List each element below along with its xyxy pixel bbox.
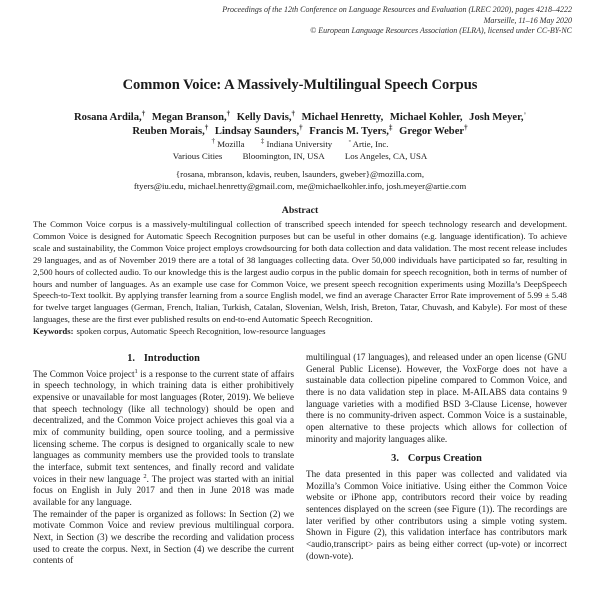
author [309, 123, 393, 137]
author-mark: † [299, 123, 303, 132]
paper-title: Common Voice: A Massively-Multilingual Speech Corpus [122, 77, 478, 93]
affiliation [211, 139, 244, 149]
author [399, 123, 468, 137]
author [214, 123, 303, 137]
proceedings-line-2: Marseille, 11–16 May 2020 [483, 15, 572, 25]
affiliation-name: Indiana University [266, 139, 333, 149]
location: Bloomington, IN, USA [242, 151, 325, 161]
keywords-line [33, 326, 567, 338]
proceedings-line-1: Proceedings of the 12th Conference on Language Resources and Evaluation (LREC 2020), pages 4218–4222 [222, 5, 572, 14]
author-line-2 [0, 125, 600, 138]
affiliation-mark: ◦ [348, 137, 351, 146]
paragraph-text: . The project was started with an initial focus on English in July 2017 and then in June 2018 was made available for any language. [33, 473, 294, 507]
left-column [33, 352, 294, 567]
paragraph-text: is a response to the current state of affairs in speech technology, in which training data is either prohibitively expensive or unavailable for most languages (Roter, 2019). We believe that speech technology (like all technology) should be open and decentralized, and the Common Voice project achieves this goal via a mix of community building, open source tooling, and a permissive licensing scheme. The corpus is designed to organically scale to new languages as community members use the provided tools to translate the interface, submit text sentences, and finally record and validate voices in their new language [33, 368, 295, 484]
author [132, 123, 209, 137]
paragraph-text: The Common Voice project [33, 368, 135, 379]
author [236, 109, 296, 123]
author-mark: † [141, 109, 146, 118]
author-name: Francis M. Tyers, [309, 126, 389, 137]
author-name: Kelly Davis, [236, 112, 292, 123]
author [469, 109, 526, 123]
author-name: Rosana Ardila, [74, 112, 142, 123]
abstract-heading: Abstract [281, 205, 319, 216]
location: Various Cities [172, 151, 223, 161]
section-number: 3. [391, 453, 399, 465]
author [302, 112, 384, 123]
proceedings-header [222, 5, 572, 37]
abstract-text: The Common Voice corpus is a massively-multilingual collection of transcribed speech intended for speech technology research and development. Common Voice is designed for Automatic Speech Recognition purposes but can be useful in other domains (e.g. language identification). To achieve scale and sustainability, the Common Voice project employs crowdsourcing for both data collection and data validation. The most recent release includes 29 languages, and as of November 2019 there are a total of 38 languages collecting data. Over 50,000 individuals have participated so far, resulting in 2,500 hours of collected audio. To our knowledge this is the largest audio corpus in the public domain for speech recognition, both in terms of number of hours and number of languages. As an example use case for Common Voice, we present speech recognition experiments using Mozilla’s DeepSpeech Speech-to-Text toolkit. By applying transfer learning from a source English model, we find an average Character Error Rate improvement of 5.99 ± 5.48 for twelve target languages (German, French, Italian, Turkish, Catalan, Slovenian, Welsh, Irish, Breton, Tatar, Chuvash, and Kabyle). For most of these languages, these are the first ever published results on end-to-end Automatic Speech Recognition. [33, 219, 567, 325]
location-line [0, 151, 600, 162]
author-name: Gregor Weber [399, 126, 465, 137]
author-name: Lindsay Saunders, [214, 126, 300, 137]
keywords-label: Keywords: [33, 326, 74, 337]
intro-paragraph-2: The remainder of the paper is organized as follows: In Section (2) we motivate Common Voice and review previous multilingual corpora. Next, in Section (3) we describe the recording and validation process used to create the corpus. Next, in Section (4) we describe the current contents of [33, 508, 294, 566]
email-line-1: {rosana, mbranson, kdavis, reuben, lsaunders, gweber}@mozilla.com, [175, 169, 425, 179]
right-column [306, 352, 567, 562]
author-name: Michael Kohler, [389, 112, 463, 123]
author-mark: † [291, 109, 296, 118]
abstract-body [33, 219, 567, 338]
section-title: Corpus Creation [407, 453, 482, 465]
author-line-1 [0, 111, 600, 124]
affiliation [348, 139, 388, 149]
affiliation [261, 139, 332, 149]
email-line-2: ftyers@iu.edu, michael.henretty@gmail.com, me@michaelkohler.info, josh.meyer@artie.com [133, 181, 467, 191]
related-work-paragraph: multilingual (17 languages), and released under an open license (GNU General Public License). However, the VoxForge does not have a sustainable data collection pipeline compared to Common Voice, and there is no data validation step in place. M-AILABS data contains 9 language varieties with a modified BSD 3-Clause License, however there is no community-driven aspect. Common Voice is a sustainable, open alternative to these projects which allows for collection of minority and majority languages alike. [306, 352, 567, 444]
corpus-creation-paragraph: The data presented in this paper was collected and validated via Mozilla’s Common Voice initiative. Using either the Common Voice website or iPhone app, contributors record their voice by reading sentences displayed on the screen (see Figure (1)). The recordings are later verified by other contributors using a simple voting system. Shown in Figure (2), this validation interface has contributors mark <audio,transcript> pairs as being either correct (up-vote) or incorrect (down-vote). [306, 468, 567, 561]
author-name: Josh Meyer, [469, 112, 524, 123]
author-mark: † [226, 109, 231, 118]
section-heading-corpus-creation [306, 453, 567, 465]
author-mark: † [464, 123, 468, 132]
section-title: Introduction [143, 353, 200, 364]
author-mark: ◦ [523, 109, 526, 118]
affiliation-name: Mozilla [217, 139, 245, 149]
author-name: Michael Henretty, [301, 112, 384, 123]
author [151, 109, 231, 123]
affiliation-line [0, 139, 600, 150]
intro-paragraph-1 [33, 369, 294, 509]
affiliation-mark: † [211, 137, 215, 146]
proceedings-line-3: © European Language Resources Association (ELRA), licensed under CC-BY-NC [310, 26, 572, 35]
author-name: Reuben Morais, [132, 126, 205, 137]
footnote-ref-2: 2 [143, 472, 147, 480]
author-name: Megan Branson, [151, 112, 227, 123]
author [390, 112, 463, 123]
footnote-ref-1: 1 [134, 367, 138, 375]
author-mark: ‡ [388, 123, 393, 132]
author [74, 109, 146, 123]
section-number: 1. [127, 353, 135, 364]
affiliation-name: Artie, Inc. [352, 139, 389, 149]
section-heading-introduction [33, 353, 294, 365]
keywords-text: spoken corpus, Automatic Speech Recognition, low-resource languages [76, 326, 326, 337]
location: Los Angeles, CA, USA [344, 151, 428, 161]
affiliation-mark: ‡ [260, 137, 265, 146]
author-mark: † [204, 123, 209, 132]
